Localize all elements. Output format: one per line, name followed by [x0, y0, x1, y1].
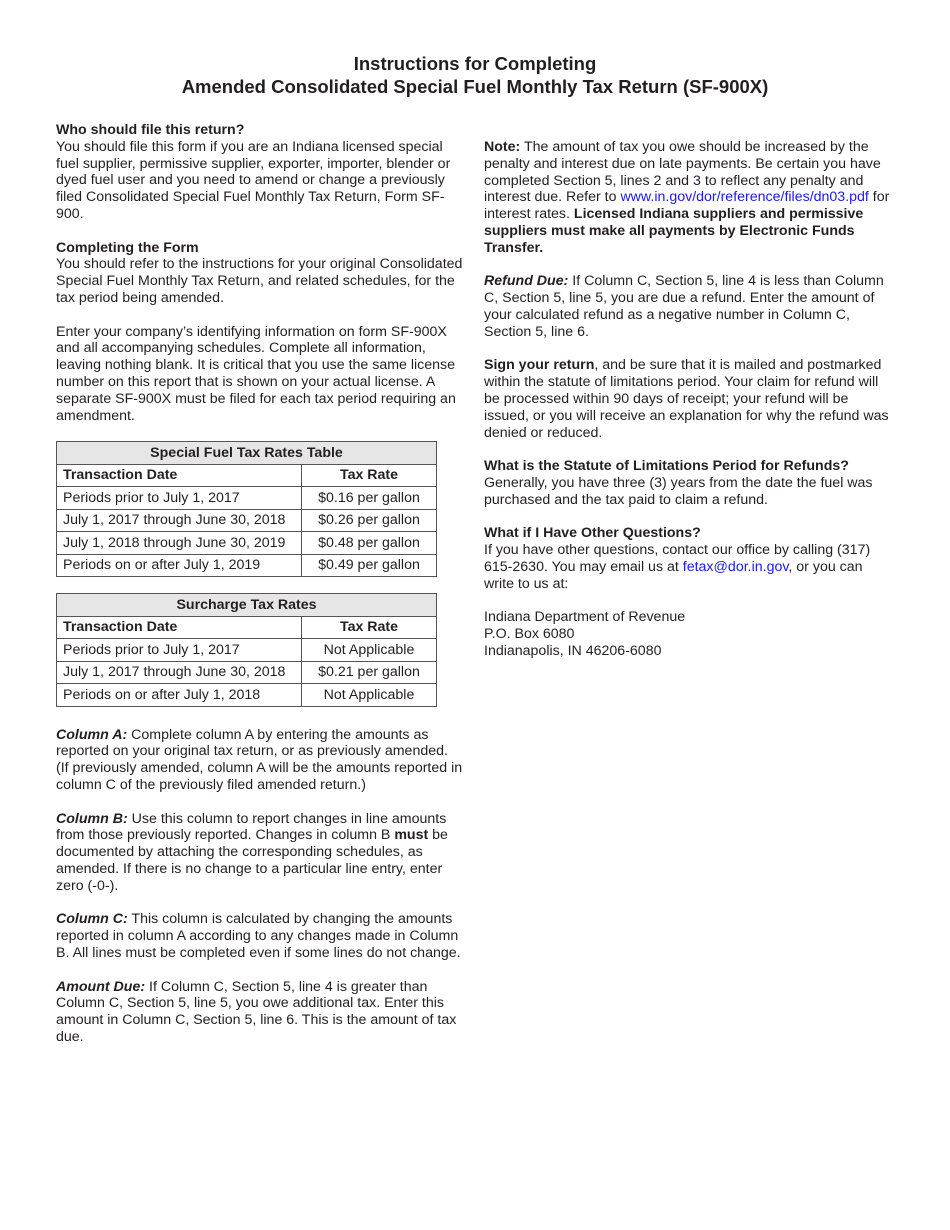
amount-due-body: If Column C, Section 5, line 4 is greater than Column C, Section 5, line 5, you owe additional tax. Enter this amount in Column C, Section 5, line 6. This is the amount of tax due.: [56, 978, 457, 1045]
table-caption: Surcharge Tax Rates: [57, 594, 437, 617]
questions-section: [484, 525, 896, 592]
column-a-label: Column A:: [56, 726, 128, 743]
transaction-date-cell: Periods on or after July 1, 2018: [57, 684, 302, 707]
transaction-date-cell: Periods prior to July 1, 2017: [57, 487, 302, 510]
statute-section: [484, 458, 896, 508]
column-a-body: Complete column A by entering the amounts as reported on your original tax return, or as previously amended. (If previously amended, column A will be the amounts reported in column C of the previously filed amended return.): [56, 726, 463, 794]
who-should-file-body: You should file this form if you are an Indiana licensed special fuel supplier, permissive supplier, exporter, importer, blender or dyed fuel user and you need to amend or change a previously filed Consolidated Special Fuel Monthly Tax Return, Form SF-900.: [56, 138, 451, 222]
left-column: [56, 122, 464, 1063]
column-header-transaction-date: Transaction Date: [57, 616, 302, 639]
column-c-label: Column C:: [56, 911, 128, 928]
column-c-paragraph: [56, 911, 464, 961]
tax-rate-cell: $0.16 per gallon: [302, 487, 437, 510]
right-column: [484, 139, 896, 677]
page-title: [0, 52, 950, 98]
surcharge-tax-rates-table: [56, 593, 437, 707]
statute-body: Generally, you have three (3) years from the date the fuel was purchased and the tax paid to claim a refund.: [484, 474, 873, 508]
note-eft-requirement: Licensed Indiana suppliers and permissive suppliers must make all payments by Electronic Funds Transfer.: [484, 206, 864, 256]
tax-rate-cell: $0.49 per gallon: [302, 554, 437, 577]
statute-heading: What is the Statute of Limitations Period for Refunds?: [484, 458, 849, 475]
table-row: [57, 509, 437, 532]
transaction-date-cell: July 1, 2018 through June 30, 2019: [57, 532, 302, 555]
questions-body-1: If you have other questions, contact our office by calling (317) 615-2630. You may email us at: [484, 542, 871, 575]
completing-form-section: [56, 240, 464, 307]
column-b-body-1: Use this column to report changes in line amounts from those previously reported. Changes in column B: [56, 810, 447, 844]
column-b-paragraph: [56, 811, 464, 895]
special-fuel-tax-rates-table: [56, 441, 437, 577]
note-label: Note:: [484, 139, 521, 155]
who-should-file-section: [56, 122, 464, 223]
amount-due-label: Amount Due:: [56, 978, 146, 995]
sign-return-body: , and be sure that it is mailed and postmarked within the statute of limitations period. Your claim for refund will be processed within 90 days of receipt; your refund will be issued, or you will receive an explanation for why the refund was denied or reduced.: [484, 357, 889, 441]
title-line-1: Instructions for Completing: [353, 53, 597, 74]
table-caption: Special Fuel Tax Rates Table: [57, 442, 437, 465]
who-should-file-heading: Who should file this return?: [56, 122, 245, 138]
transaction-date-cell: July 1, 2017 through June 30, 2018: [57, 509, 302, 532]
sign-return-paragraph: [484, 357, 896, 441]
refund-due-paragraph: [484, 273, 896, 340]
note-body-2: for interest rates.: [484, 189, 890, 223]
tax-rate-cell: $0.21 per gallon: [302, 661, 437, 684]
transaction-date-cell: July 1, 2017 through June 30, 2018: [57, 661, 302, 684]
table-row: [57, 554, 437, 577]
refund-due-label: Refund Due:: [484, 273, 569, 290]
tax-rate-cell: $0.26 per gallon: [302, 509, 437, 532]
transaction-date-cell: Periods prior to July 1, 2017: [57, 639, 302, 662]
column-header-tax-rate: Tax Rate: [302, 616, 437, 639]
table-row: [57, 639, 437, 662]
column-header-transaction-date: Transaction Date: [57, 464, 302, 487]
note-body-1: The amount of tax you owe should be increased by the penalty and interest due on late payments. Be certain you have completed Section 5, lines 2 and 3 to reflect any penalty and interest due. Refer to: [484, 139, 881, 206]
table-row: [57, 487, 437, 510]
tax-rate-cell: Not Applicable: [302, 684, 437, 707]
column-c-body: This column is calculated by changing the amounts reported in column A according to any changes made in Column B. All lines must be completed even if some lines do not change.: [56, 911, 461, 961]
completing-form-heading: Completing the Form: [56, 239, 199, 256]
completing-form-body: You should refer to the instructions for your original Consolidated Special Fuel Monthly Tax Return, and related schedules, for the tax period being amended.: [56, 256, 463, 306]
tax-rate-cell: Not Applicable: [302, 639, 437, 662]
sign-return-label: Sign your return: [484, 357, 595, 374]
address-line-3: Indianapolis, IN 46206-6080: [484, 642, 662, 659]
column-b-label: Column B:: [56, 810, 128, 827]
interest-rates-link[interactable]: www.in.gov/dor/reference/files/dn03.pdf: [620, 189, 869, 206]
mailing-address: [484, 609, 896, 659]
address-line-2: P.O. Box 6080: [484, 626, 575, 643]
note-paragraph: [484, 139, 896, 257]
column-b-must: must: [394, 827, 429, 844]
table-row: [57, 661, 437, 684]
address-line-1: Indiana Department of Revenue: [484, 609, 686, 626]
identifying-info-paragraph: Enter your company’s identifying information on form SF-900X and all accompanying schedules. Complete all information, leaving nothing blank. It is critical that you use the same license number on this report that is shown on your actual license. A separate SF-900X must be filed for each tax period requiring an amendment.: [56, 323, 456, 424]
column-b-body-2: be documented by attaching the corresponding schedules, as amended. If there is no change to a particular line entry, enter zero (-0-).: [56, 827, 448, 894]
tax-rate-cell: $0.48 per gallon: [302, 532, 437, 555]
amount-due-paragraph: [56, 979, 464, 1046]
column-a-paragraph: [56, 727, 464, 794]
table-row: [57, 684, 437, 707]
column-header-tax-rate: Tax Rate: [302, 464, 437, 487]
transaction-date-cell: Periods on or after July 1, 2019: [57, 554, 302, 577]
questions-body-2: , or you can write to us at:: [484, 558, 863, 592]
questions-heading: What if I Have Other Questions?: [484, 525, 701, 542]
email-link[interactable]: fetax@dor.in.gov: [682, 558, 789, 575]
refund-due-body: If Column C, Section 5, line 4 is less than Column C, Section 5, line 5, you are due a refund. Enter the amount of your calculated refund as a negative number in Column C, Section 5, line 6.: [484, 273, 884, 340]
title-line-2: Amended Consolidated Special Fuel Monthly Tax Return (SF-900X): [181, 76, 769, 97]
table-row: [57, 532, 437, 555]
